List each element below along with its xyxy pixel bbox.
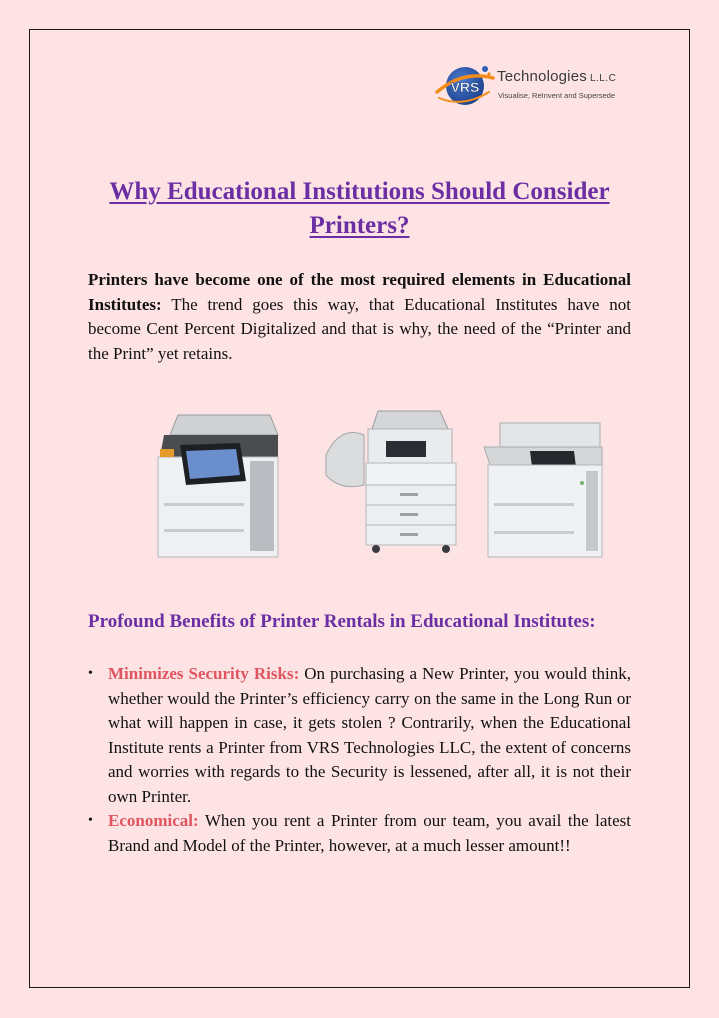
bullet-icon: • (88, 813, 93, 828)
bullet-icon: • (88, 666, 93, 681)
company-logo (433, 62, 633, 112)
page-title: Why Educational Institutions Should Consider Printers? (109, 178, 610, 239)
intro-lead: Printers have become one of the most required elements in Educational Institutes: (88, 270, 631, 314)
logo-name: Technologies L.L.C (497, 68, 617, 85)
svg-text:VRS: VRS (450, 79, 480, 95)
benefit-label: Economical: (108, 811, 199, 830)
intro-body: The trend goes this way, that Educational Institutes have not become Cent Percent Digitalized and that is why, the need of the “Printer and the Print” yet retains. (88, 294, 631, 363)
intro-paragraph (88, 268, 631, 366)
benefit-text: On purchasing a New Printer, you would think, whether would the Printer’s efficiency carry on the same in the Long Run or what will happen in case, it gets stolen ? Contrarily, when the Educational Institute rents a Printer from VRS Technologies LLC, the extent of concerns and worries with regards to the Security is lessened, after all, it is not their own Printer. (108, 664, 631, 806)
section-heading: Profound Benefits of Printer Rentals in Educational Institutes: (88, 611, 596, 632)
logo-tagline: Visualise, ReInvent and Supersede (498, 91, 616, 100)
benefit-item-economical (88, 809, 631, 858)
benefit-label: Minimizes Security Risks: (108, 664, 300, 683)
benefit-text: When you rent a Printer from our team, you avail the latest Brand and Model of the Printer, however, at a much lesser amount!! (108, 811, 631, 855)
benefits-list (88, 662, 631, 858)
printer-2-icon (326, 411, 456, 553)
printer-1-icon (158, 415, 278, 557)
printers-image (150, 405, 610, 565)
printer-3-icon (484, 423, 602, 557)
vrs-globe-logo-icon (433, 62, 495, 112)
benefit-item-security (88, 662, 631, 809)
